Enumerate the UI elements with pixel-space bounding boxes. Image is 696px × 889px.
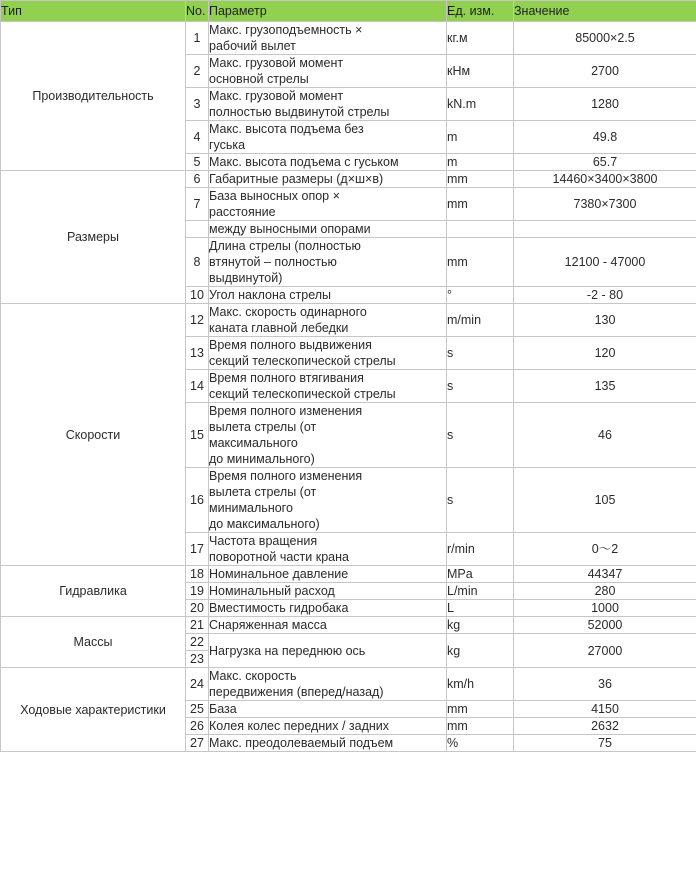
group-type-label: Ходовые характеристики (1, 668, 186, 752)
group-type-label: Массы (1, 617, 186, 668)
parameter-value: 49.8 (514, 121, 696, 154)
parameter-name: Угол наклона стрелы (209, 287, 447, 304)
parameter-unit: kg (447, 634, 514, 668)
parameter-name: Время полного изменения вылета стрелы (от минимального до максимального) (209, 468, 447, 533)
parameter-value: 7380×7300 (514, 188, 696, 221)
parameter-unit (447, 221, 514, 238)
parameter-unit: mm (447, 171, 514, 188)
parameter-unit: кНм (447, 55, 514, 88)
parameter-unit: m/min (447, 304, 514, 337)
table-row (1, 566, 696, 583)
table-row (1, 617, 696, 634)
column-header-unit: Ед. изм. (447, 1, 514, 22)
row-number: 22 (186, 634, 209, 651)
row-number: 7 (186, 188, 209, 221)
parameter-unit: kg (447, 617, 514, 634)
row-number: 1 (186, 22, 209, 55)
row-number: 6 (186, 171, 209, 188)
parameter-value: 0〜2 (514, 533, 696, 566)
parameter-value: 2700 (514, 55, 696, 88)
row-number: 27 (186, 735, 209, 752)
parameter-value: 52000 (514, 617, 696, 634)
row-number: 24 (186, 668, 209, 701)
parameter-value: 36 (514, 668, 696, 701)
row-number: 21 (186, 617, 209, 634)
parameter-unit: ° (447, 287, 514, 304)
table-body (1, 22, 696, 752)
row-number: 16 (186, 468, 209, 533)
parameter-name: Габаритные размеры (д×ш×в) (209, 171, 447, 188)
parameter-unit: L/min (447, 583, 514, 600)
parameter-unit: mm (447, 718, 514, 735)
row-number: 12 (186, 304, 209, 337)
parameter-value: 105 (514, 468, 696, 533)
parameter-name: Макс. высота подъема без гуська (209, 121, 447, 154)
group-type-label: Размеры (1, 171, 186, 304)
parameter-unit: % (447, 735, 514, 752)
parameter-value: 1280 (514, 88, 696, 121)
parameter-unit: MPa (447, 566, 514, 583)
column-header-type: Тип (1, 1, 186, 22)
parameter-value: 85000×2.5 (514, 22, 696, 55)
parameter-unit: s (447, 403, 514, 468)
parameter-value: 14460×3400×3800 (514, 171, 696, 188)
parameter-value: 135 (514, 370, 696, 403)
row-number: 25 (186, 701, 209, 718)
parameter-value: 2632 (514, 718, 696, 735)
row-number: 15 (186, 403, 209, 468)
parameter-name: Вместимость гидробака (209, 600, 447, 617)
row-number: 18 (186, 566, 209, 583)
parameter-unit: s (447, 468, 514, 533)
parameter-name: Макс. преодолеваемый подъем (209, 735, 447, 752)
table-row (1, 668, 696, 701)
parameter-value: 1000 (514, 600, 696, 617)
parameter-name: между выносными опорами (209, 221, 447, 238)
row-number: 5 (186, 154, 209, 171)
column-header-value: Значение (514, 1, 696, 22)
table-header (1, 1, 696, 22)
parameter-unit: mm (447, 701, 514, 718)
parameter-unit: m (447, 121, 514, 154)
row-number: 13 (186, 337, 209, 370)
parameter-value: 120 (514, 337, 696, 370)
row-number (186, 221, 209, 238)
parameter-unit: km/h (447, 668, 514, 701)
parameter-value: 12100 - 47000 (514, 238, 696, 287)
parameter-name: Время полного выдвижения секций телескопической стрелы (209, 337, 447, 370)
parameter-name: Время полного втягивания секций телескопической стрелы (209, 370, 447, 403)
parameter-value: -2 - 80 (514, 287, 696, 304)
parameter-unit: m (447, 154, 514, 171)
parameter-name: Макс. скорость передвижения (вперед/назад) (209, 668, 447, 701)
parameter-name: Колея колес передних / задних (209, 718, 447, 735)
parameter-value: 46 (514, 403, 696, 468)
row-number: 19 (186, 583, 209, 600)
parameter-name: Нагрузка на переднюю ось (209, 634, 447, 668)
parameter-value: 27000 (514, 634, 696, 668)
parameter-value: 44347 (514, 566, 696, 583)
row-number: 8 (186, 238, 209, 287)
parameter-name: Макс. грузовой момент полностью выдвинутой стрелы (209, 88, 447, 121)
parameter-name: База выносных опор × расстояние (209, 188, 447, 221)
row-number: 4 (186, 121, 209, 154)
parameter-unit: L (447, 600, 514, 617)
parameter-unit: s (447, 370, 514, 403)
parameter-unit: mm (447, 188, 514, 221)
row-number: 3 (186, 88, 209, 121)
parameter-unit: mm (447, 238, 514, 287)
parameter-unit: r/min (447, 533, 514, 566)
parameter-name: Номинальный расход (209, 583, 447, 600)
parameter-value: 75 (514, 735, 696, 752)
group-type-label: Скорости (1, 304, 186, 566)
parameter-unit: kN.m (447, 88, 514, 121)
row-number: 20 (186, 600, 209, 617)
parameter-name: База (209, 701, 447, 718)
parameter-value: 65.7 (514, 154, 696, 171)
parameter-name: Длина стрелы (полностью втянутой – полностью выдвинутой) (209, 238, 447, 287)
parameter-name: Макс. скорость одинарного каната главной лебедки (209, 304, 447, 337)
row-number: 17 (186, 533, 209, 566)
table-row (1, 304, 696, 337)
parameter-name: Частота вращения поворотной части крана (209, 533, 447, 566)
table-row (1, 22, 696, 55)
row-number: 10 (186, 287, 209, 304)
header-row (1, 1, 696, 22)
parameter-unit: s (447, 337, 514, 370)
column-header-no: No. (186, 1, 209, 22)
parameter-value (514, 221, 696, 238)
row-number: 23 (186, 651, 209, 668)
parameter-value: 130 (514, 304, 696, 337)
table-row (1, 171, 696, 188)
parameter-name: Время полного изменения вылета стрелы (от максимального до минимального) (209, 403, 447, 468)
row-number: 26 (186, 718, 209, 735)
parameter-name: Макс. грузоподъемность × рабочий вылет (209, 22, 447, 55)
row-number: 2 (186, 55, 209, 88)
group-type-label: Гидравлика (1, 566, 186, 617)
parameter-name: Макс. грузовой момент основной стрелы (209, 55, 447, 88)
parameter-name: Номинальное давление (209, 566, 447, 583)
column-header-param: Параметр (209, 1, 447, 22)
group-type-label: Производительность (1, 22, 186, 171)
parameter-unit: кг.м (447, 22, 514, 55)
row-number: 14 (186, 370, 209, 403)
parameter-name: Снаряженная масса (209, 617, 447, 634)
parameter-value: 4150 (514, 701, 696, 718)
parameter-name: Макс. высота подъема с гуськом (209, 154, 447, 171)
parameter-value: 280 (514, 583, 696, 600)
